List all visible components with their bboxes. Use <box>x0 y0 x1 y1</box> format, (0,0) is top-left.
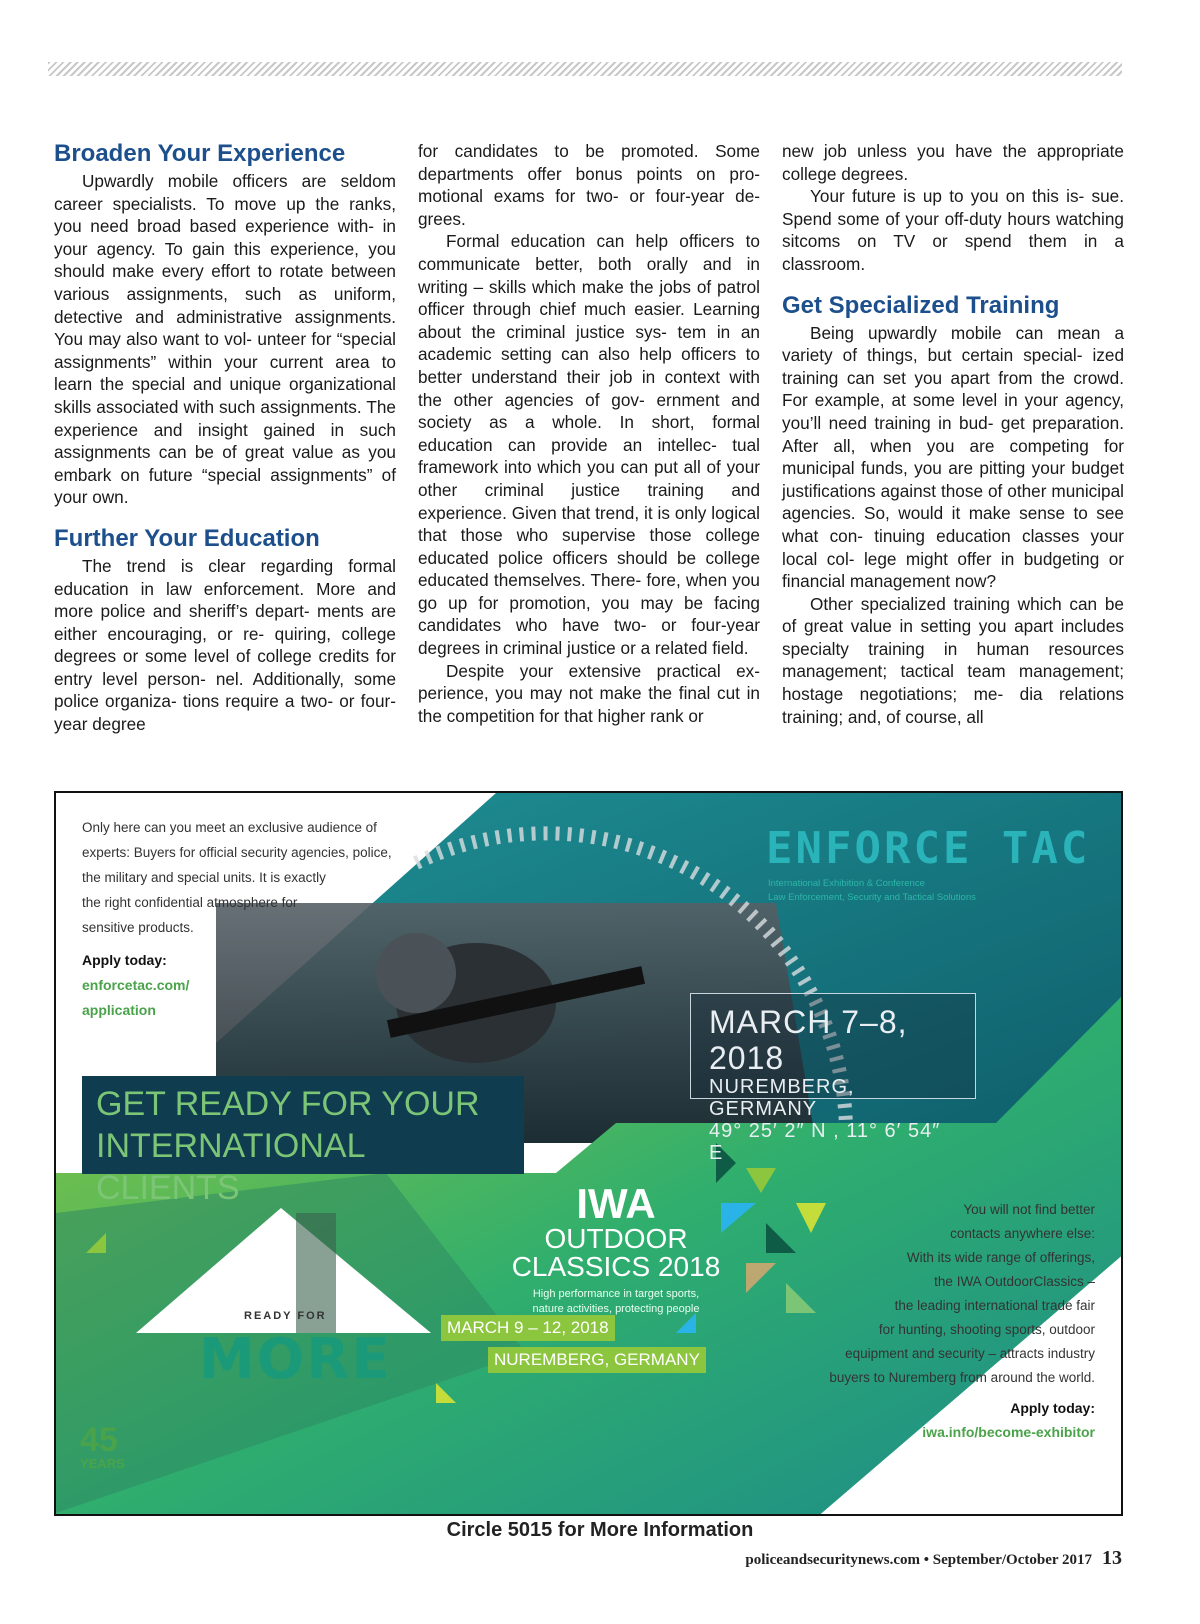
page-footer <box>745 1547 1122 1570</box>
anniversary-label: YEARS <box>80 1456 125 1471</box>
ad-intro-line: Only here can you meet an exclusive audience of <box>82 820 377 835</box>
ad-intro-line: the right confidential atmosphere for <box>82 895 298 910</box>
paragraph: Your future is up to you on this is- sue. Spend some of your off-duty hours watching sitcoms on TV or spend them in a classroom. <box>782 186 1124 274</box>
iwa-desc-line: the leading international trade fair <box>894 1298 1095 1313</box>
paragraph: new job unless you have the appropriate college degrees. <box>782 141 1124 184</box>
iwa-desc-line: With its wide range of offerings, <box>906 1250 1095 1265</box>
logo-subtitle-line: Law Enforcement, Security and Tactical Solutions <box>768 892 976 903</box>
iwa-subtitle: CLASSICS 2018 <box>511 1251 721 1282</box>
ad-intro-line: the military and special units. It is exactly <box>82 870 326 885</box>
ad-intro-line: sensitive products. <box>82 920 194 935</box>
apply-label: Apply today: <box>82 952 167 968</box>
anniversary-number: 45 <box>80 1421 118 1459</box>
ready-for-label: READY FOR <box>244 1310 327 1322</box>
iwa-desc-line: contacts anywhere else: <box>950 1226 1095 1241</box>
iwa-tagline: nature activities, protecting people <box>532 1303 700 1315</box>
enforcetac-link-cont[interactable]: application <box>82 1002 156 1018</box>
iwa-location-badge: NUREMBERG, GERMANY <box>488 1347 706 1373</box>
iwa-tagline: High performance in target sports, <box>532 1288 700 1300</box>
apply-label: Apply today: <box>1010 1400 1095 1416</box>
iwa-link[interactable]: iwa.info/become-exhibitor <box>922 1424 1095 1440</box>
reader-service-line: Circle 5015 for More Information <box>446 1519 754 1541</box>
logo-subtitle-line: International Exhibition & Conference <box>768 878 925 889</box>
iwa-logo <box>506 1180 726 1317</box>
paragraph: Despite your extensive practical ex- perience, you may not make the final cut in the competition for that higher rank or <box>418 660 760 726</box>
headline-banner <box>82 1076 524 1207</box>
iwa-desc-line: for hunting, shooting sports, outdoor <box>878 1322 1095 1337</box>
paragraph: Other specialized training which can be of great value in setting you apart includes specialty training in human resources management; tactical team management; hostage negotiations; me- dia relations training; and, of course, all <box>782 593 1124 727</box>
iwa-description <box>775 1198 1095 1444</box>
enforcetac-subtitle <box>768 877 976 905</box>
iwa-desc-line: You will not find better <box>963 1202 1095 1217</box>
article-column-2 <box>418 140 760 727</box>
ad-intro-text <box>82 815 392 1023</box>
article-column-1 <box>54 140 396 736</box>
footer-site: policeandsecuritynews.com • September/October 2017 <box>745 1552 1092 1568</box>
event-coordinates: 49° 25′ 2″ N , 11° 6′ 54″ E <box>709 1120 941 1164</box>
paragraph: The trend is clear regarding formal education in law enforcement. More and more police and sheriff’s depart- ments are either encouraging, or re- quiring, college degrees or some level of college credits for entry level person- nel. Additionally, some police organiza- tions require a two- or four-year degree <box>54 555 396 735</box>
banner-line: INTERNATIONAL CLIENTS <box>96 1127 365 1207</box>
iwa-title: IWA <box>576 1180 656 1227</box>
section-heading: Further Your Education <box>54 524 320 552</box>
anniversary-badge <box>80 1423 125 1471</box>
iwa-date-badge: MARCH 9 – 12, 2018 <box>441 1315 615 1341</box>
ad-intro-line: experts: Buyers for official security agencies, police, <box>82 845 392 860</box>
more-label: MORE <box>199 1327 392 1392</box>
enforcetac-link[interactable]: enforcetac.com/ <box>82 977 190 993</box>
article-column-3 <box>782 140 1124 728</box>
advertisement[interactable] <box>54 791 1123 1516</box>
event-date: MARCH 7–8, 2018 <box>709 1004 908 1076</box>
section-heading: Get Specialized Training <box>782 291 1060 319</box>
page-number: 13 <box>1102 1547 1122 1569</box>
enforcetac-date-box <box>690 993 976 1164</box>
iwa-desc-line: buyers to Nuremberg from around the world. <box>829 1370 1095 1385</box>
enforcetac-logo: ENFORCE TAC <box>766 823 1091 874</box>
paragraph: Upwardly mobile officers are seldom career specialists. To move up the ranks, you need broad based experience with- in your agency. To gain this experience, you should make every effort to rotate between various assignments, such as uniform, detective and administrative assignments. You may also want to vol- unteer for “special assignments” within your current area to learn the special and unique organizational skills associated with such assignments. The experience and insight gained in such assignments can be of great value as you embark on future “special assignments” of your own. <box>54 171 396 508</box>
paragraph: for candidates to be promoted. Some departments offer bonus points on pro- motional exams for two- or four-year de- grees. <box>418 141 760 229</box>
banner-line: GET READY FOR YOUR <box>96 1085 480 1123</box>
iwa-desc-line: the IWA OutdoorClassics – <box>934 1274 1095 1289</box>
paragraph: Formal education can help officers to communicate better, both orally and in writing – skills which make the jobs of patrol officer through chief much easier. Learning about the criminal justice sys- tem in an academic setting can also help officers to better understand their job in context with the other agencies of gov- ernment and society as a whole. In short, formal education can provide an intellec- tual framework into which you can put all of your other criminal justice training and experience. Given that trend, it is only logical that those who supervise those college educated police officers should be college educated themselves. There- fore, when you go up for promotion, you may be facing candidates who have two- or four-year degrees in criminal justice or a related field. <box>418 231 760 659</box>
section-heading: Broaden Your Experience <box>54 140 346 167</box>
paragraph: Being upwardly mobile can mean a variety of things, but certain special- ized training can set you apart from the crowd. For example, at some level in your agency, you’ll need training in bud- get preparation. After all, when you are competing for municipal funds, you are pitting your budget justifications against those of other municipal agencies. So, would it make sense to see what con- tinuing education classes your local col- lege might offer in budgeting or financial management now? <box>782 322 1124 592</box>
iwa-desc-line: equipment and security – attracts industry <box>845 1346 1095 1361</box>
header-hatch-rule <box>48 62 1122 76</box>
event-location: NUREMBERG, GERMANY <box>709 1076 855 1120</box>
iwa-subtitle: OUTDOOR <box>544 1223 688 1254</box>
